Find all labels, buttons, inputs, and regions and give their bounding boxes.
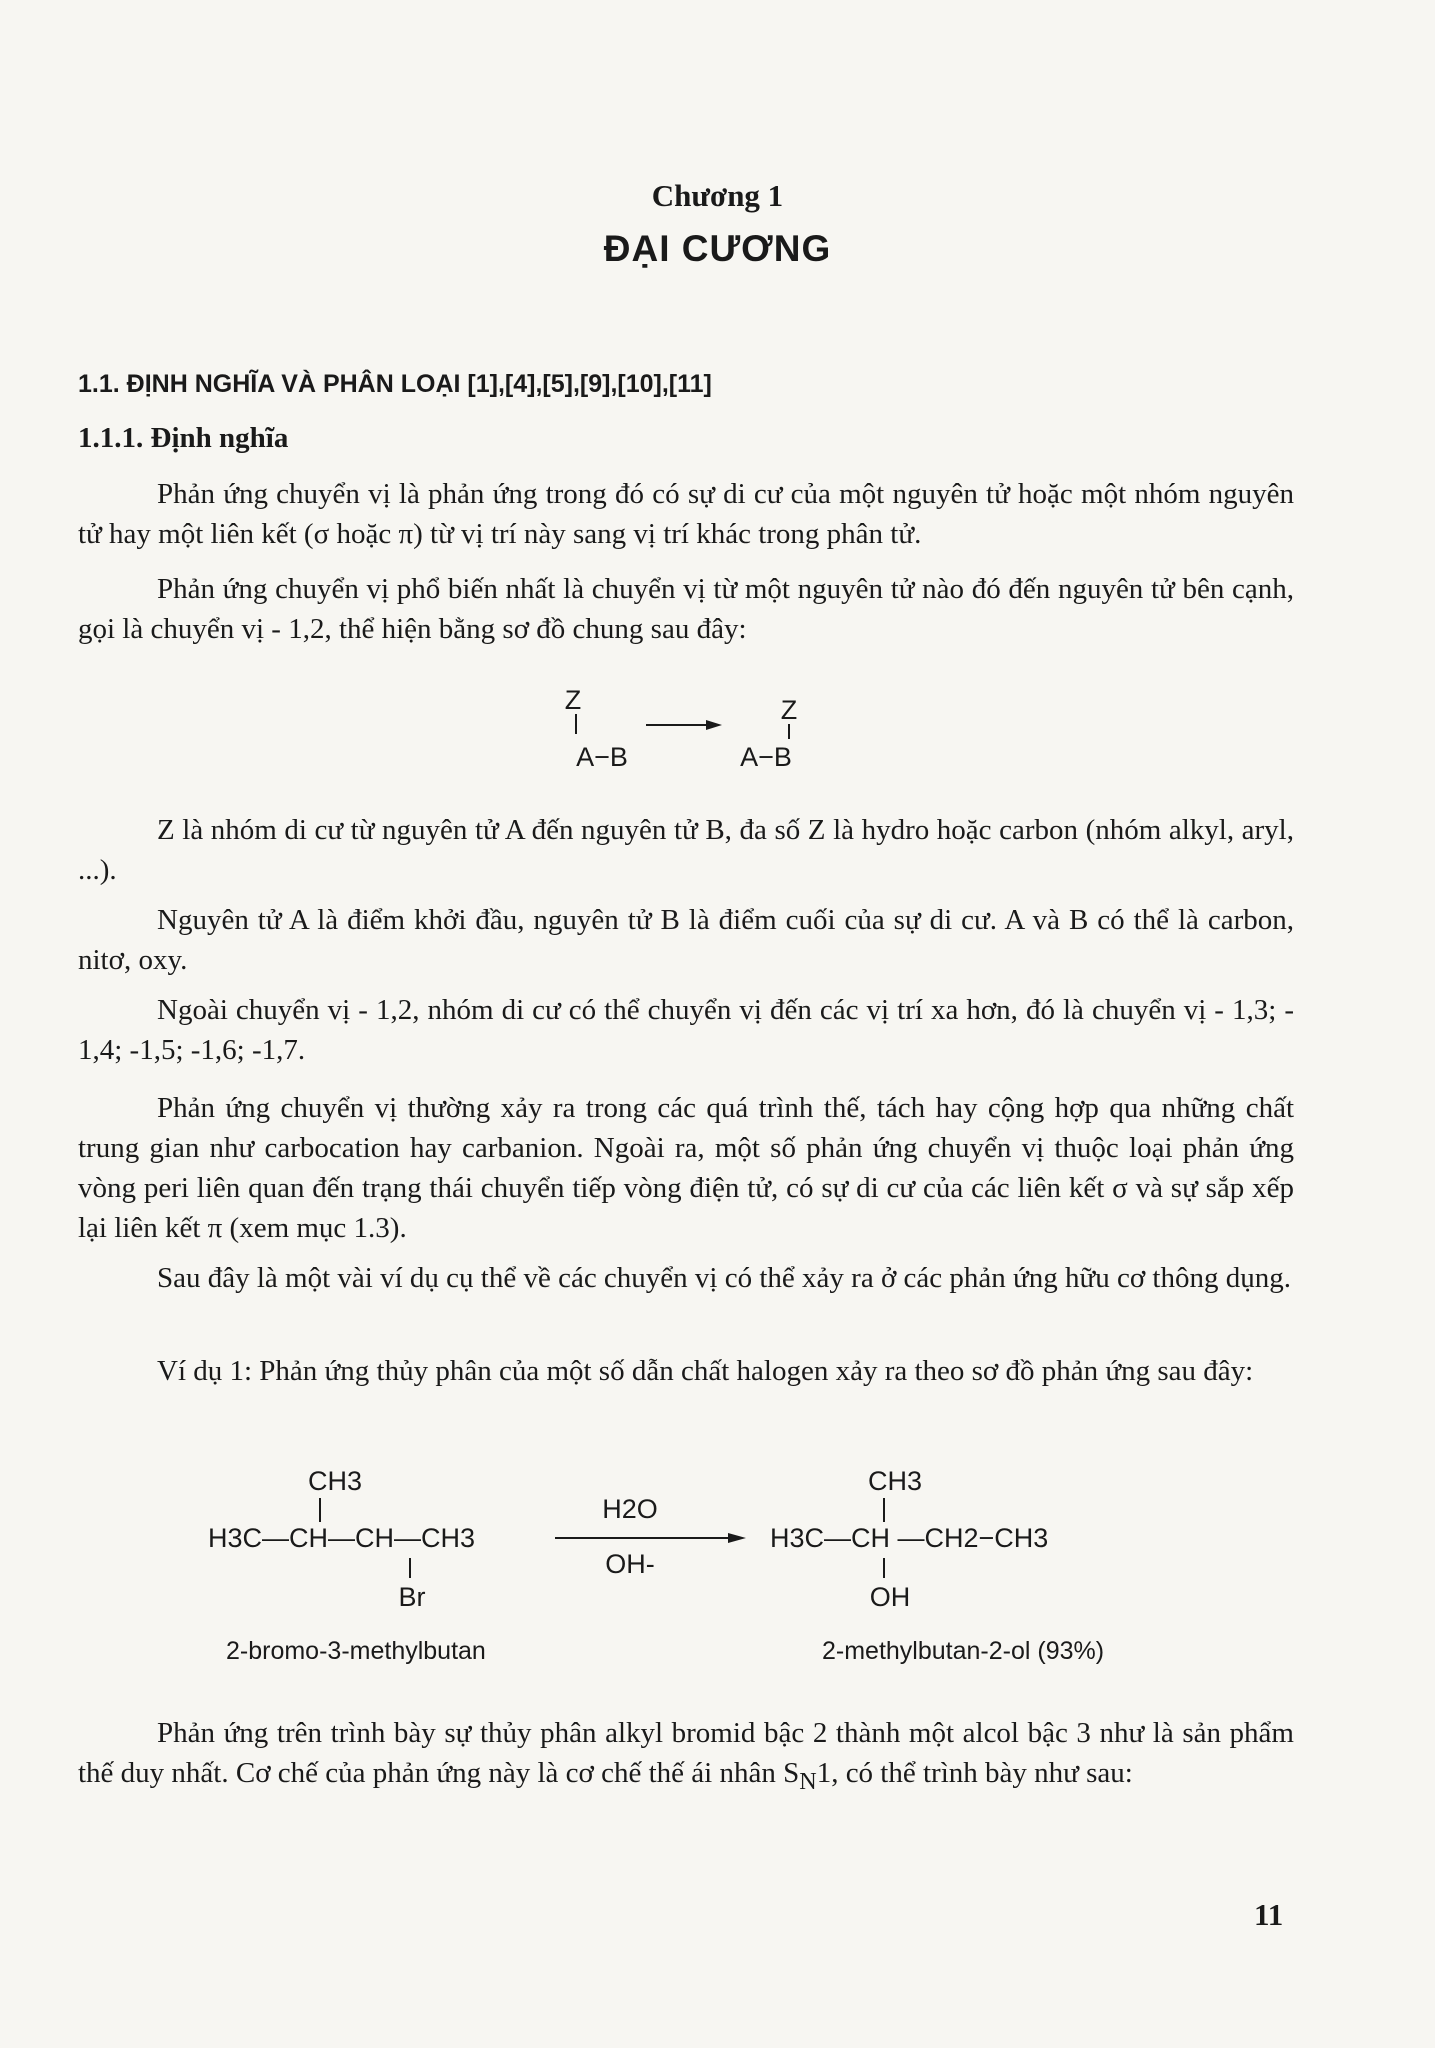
paragraph-3-text: Z là nhóm di cư từ nguyên tử A đến nguyên tử B, đa số Z là hydro hoặc carbon (nhóm alkyl, aryl, ...).: [78, 814, 1294, 886]
reagent-hydroxide: OH-: [605, 1549, 655, 1579]
scheme1-arrowhead: [706, 720, 722, 730]
paragraph-5: [78, 990, 1294, 1070]
paragraph-9-text-end: 1, có thể trình bày như sau:: [816, 1757, 1133, 1789]
paragraph-9-text: Phản ứng trên trình bày sự thủy phân alkyl bromid bậc 2 thành một alcol bậc 3 như là sản phẩm thế duy nhất. Cơ chế của phản ứng này là cơ chế thế ái nhân S: [78, 1717, 1294, 1789]
product-name: 2-methylbutan-2-ol (93%): [822, 1637, 1105, 1665]
section-heading: 1.1. ĐỊNH NGHĨA VÀ PHÂN LOẠI [1],[4],[5],[9],[10],[11]: [78, 370, 712, 398]
paragraph-6-text: Phản ứng chuyển vị thường xảy ra trong các quá trình thế, tách hay cộng hợp qua những chất trung gian như carbocation hay carbanion. Ngoài ra, một số phản ứng chuyển vị thuộc loại phản ứng vòng peri liên quan đến trạng thái chuyển tiếp vòng điện tử, có sự di cư của các liên kết σ và sự sắp xếp lại liên kết π (xem mục 1.3).: [78, 1092, 1294, 1244]
paragraph-2-text: Phản ứng chuyển vị phổ biến nhất là chuyển vị từ một nguyên tử nào đó đến nguyên tử bên cạnh, gọi là chuyển vị - 1,2, thể hiện bằng sơ đồ chung sau đây:: [78, 573, 1294, 645]
paragraph-9: [78, 1713, 1294, 1802]
paragraph-1: [78, 474, 1294, 554]
paragraph-3: [78, 810, 1294, 890]
scheme1-z-right: Z: [780, 695, 798, 725]
paragraph-5-text: Ngoài chuyển vị - 1,2, nhóm di cư có thể chuyển vị đến các vị trí xa hơn, đó là chuyển vị - 1,3; - 1,4; -1,5; -1,6; -1,7.: [78, 994, 1294, 1066]
paragraph-7-text: Sau đây là một vài ví dụ cụ thể về các chuyển vị có thể xảy ra ở các phản ứng hữu cơ thông dụng.: [157, 1262, 1291, 1294]
subsection-heading: 1.1.1. Định nghĩa: [78, 422, 289, 454]
paragraph-8: [78, 1351, 1294, 1391]
chapter-label: Chương 1: [651, 178, 784, 213]
reactant-br: Br: [398, 1582, 426, 1612]
paragraph-4: [78, 900, 1294, 980]
paragraph-4-text: Nguyên tử A là điểm khởi đầu, nguyên tử B là điểm cuối của sự di cư. A và B có thể là carbon, nitơ, oxy.: [78, 904, 1294, 976]
paragraph-7: [78, 1258, 1294, 1298]
reagent-water: H2O: [602, 1494, 658, 1524]
product-oh: OH: [869, 1582, 911, 1612]
reactant-methyl: CH3: [307, 1466, 363, 1496]
product-chain: H3C—CH —CH2−CH3: [770, 1523, 1049, 1553]
scheme1-ab-left: A−B: [576, 742, 628, 772]
reactant-chain: H3C—CH—CH—CH3: [208, 1523, 476, 1553]
product-methyl: CH3: [867, 1466, 923, 1496]
scheme1-ab-right: A−B: [740, 742, 792, 772]
paragraph-1-text: Phản ứng chuyển vị là phản ứng trong đó có sự di cư của một nguyên tử hoặc một nhóm nguyên tử hay một liên kết (σ hoặc π) từ vị trí này sang vị trí khác trong phân tử.: [78, 478, 1294, 550]
scheme1-z-left: Z: [564, 685, 582, 715]
page-number: 11: [1254, 1897, 1284, 1932]
hydrolysis-scheme: [200, 1458, 1100, 1618]
reaction-arrowhead: [728, 1533, 746, 1543]
chapter-title: ĐẠI CƯƠNG: [603, 228, 832, 269]
shift-scheme: [540, 682, 820, 782]
reactant-name: 2-bromo-3-methylbutan: [226, 1637, 486, 1665]
paragraph-6: [78, 1088, 1294, 1248]
paragraph-9-subscript: N: [799, 1767, 817, 1795]
paragraph-2: [78, 569, 1294, 649]
paragraph-8-text: Ví dụ 1: Phản ứng thủy phân của một số dẫn chất halogen xảy ra theo sơ đồ phản ứng sau đây:: [157, 1355, 1254, 1387]
